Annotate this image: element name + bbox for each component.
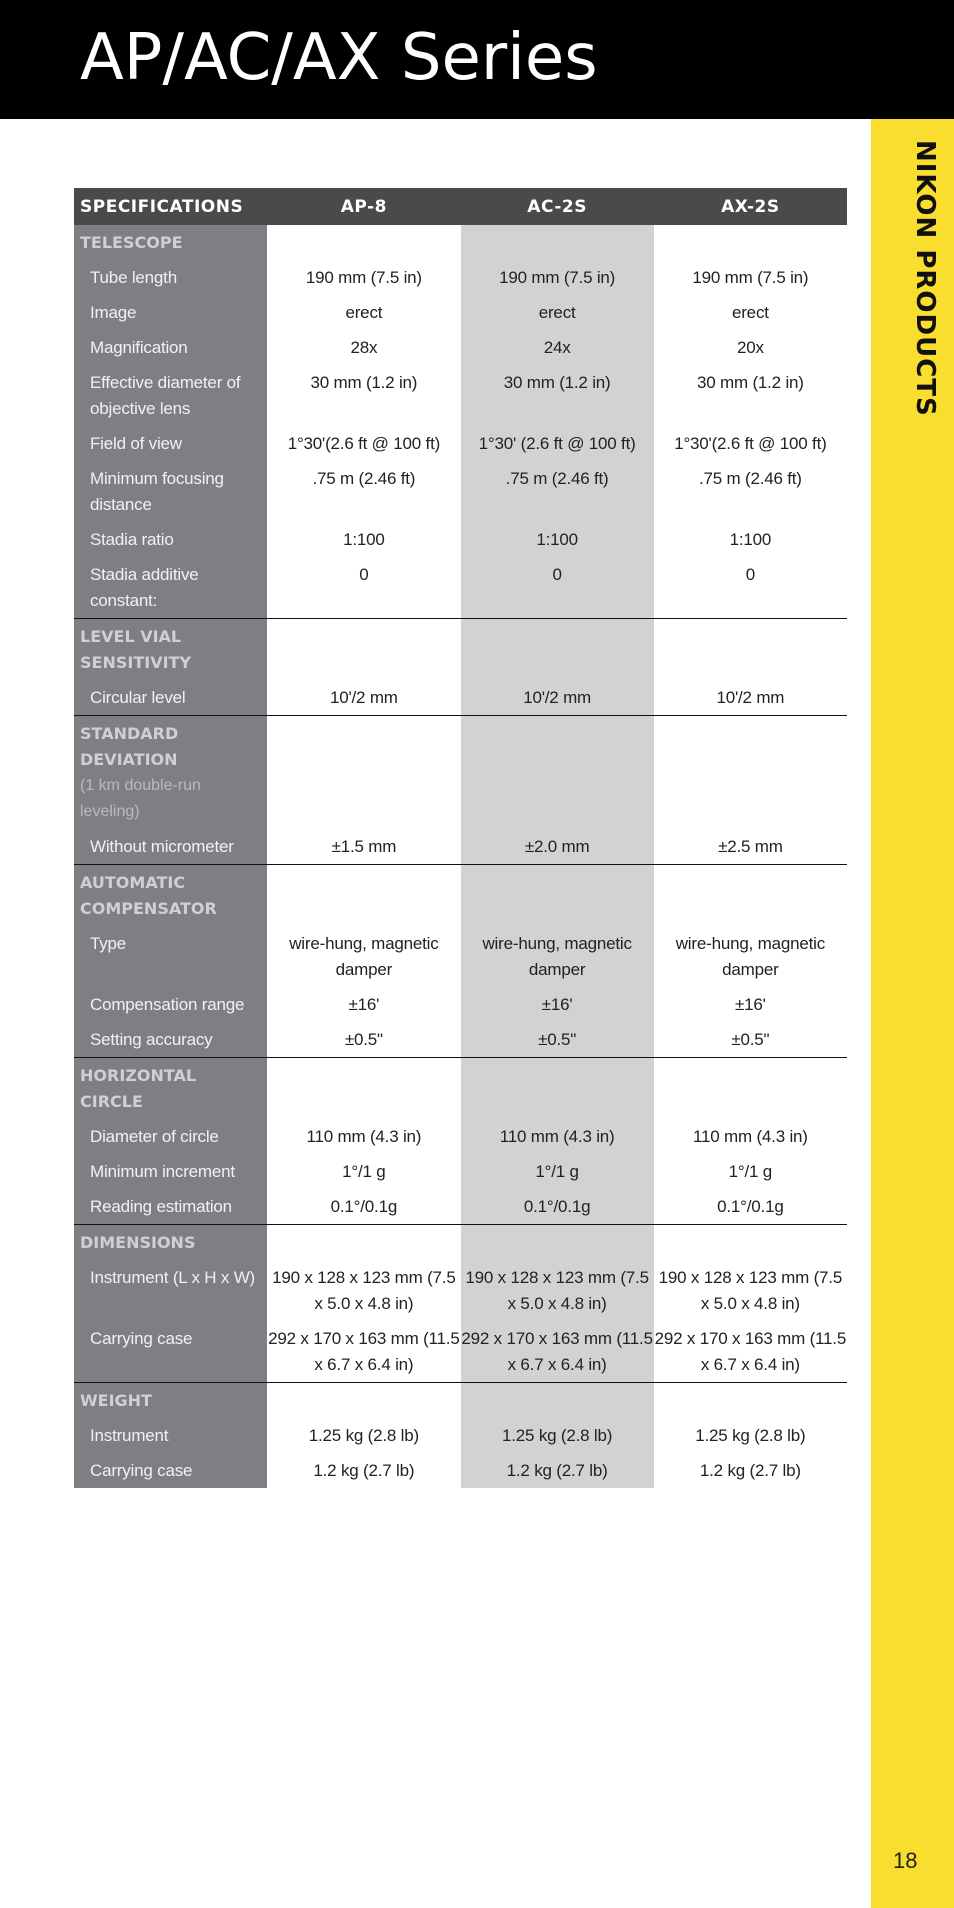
spec-value: 1°/1 g <box>342 1162 386 1181</box>
spec-value: 1:100 <box>461 522 654 557</box>
spec-value: 1°30'(2.6 ft @ 100 ft) <box>674 434 827 453</box>
section-spacer-cell <box>461 225 654 260</box>
spec-label: Minimum increment <box>74 1154 267 1189</box>
spec-value: 10'/2 mm <box>329 688 398 707</box>
spec-row <box>74 680 847 716</box>
spec-value: 190 mm (7.5 in) <box>692 268 809 287</box>
spec-label: Circular level <box>74 680 267 716</box>
spec-value: 1.25 kg (2.8 lb) <box>461 1418 654 1453</box>
spec-value: ±16' <box>735 995 766 1014</box>
section-title <box>74 619 267 681</box>
section-spacer-cell <box>461 716 654 830</box>
spec-value: ±0.5" <box>731 1030 770 1049</box>
spec-label: Stadia additive constant: <box>74 557 267 619</box>
spec-value: 1°30'(2.6 ft @ 100 ft) <box>287 434 441 453</box>
spec-label: Type <box>74 926 267 987</box>
spec-label: Setting accuracy <box>74 1022 267 1058</box>
section-title-text: WEIGHT <box>80 1391 152 1410</box>
section-spacer-cell <box>267 716 460 830</box>
section-spacer-cell <box>654 1225 847 1261</box>
spec-row <box>74 330 847 365</box>
section-spacer-cell <box>654 865 847 927</box>
spec-value: erect <box>345 303 383 322</box>
section-title <box>74 1225 267 1261</box>
spec-value: 1°/1 g <box>728 1162 773 1181</box>
spec-value: 110 mm (4.3 in) <box>692 1127 808 1146</box>
spec-row <box>74 461 847 522</box>
spec-value: ±0.5" <box>344 1030 383 1049</box>
section-title <box>74 1058 267 1120</box>
spec-value: 0.1°/0.1g <box>461 1189 654 1225</box>
spec-label: Diameter of circle <box>74 1119 267 1154</box>
spec-row <box>74 1189 847 1225</box>
spec-value: .75 m (2.46 ft) <box>698 469 802 488</box>
spec-value: .75 m (2.46 ft) <box>461 461 654 522</box>
section-title-text: STANDARD DEVIATION <box>80 724 179 769</box>
side-tab-label: NIKON PRODUCTS <box>910 140 940 417</box>
spec-row <box>74 295 847 330</box>
spec-value: 190 x 128 x 123 mm (7.5 x 5.0 x 4.8 in) <box>658 1268 843 1313</box>
spec-row <box>74 1119 847 1154</box>
header-model-ac2s: AC-2S <box>461 188 654 225</box>
spec-value: 1.2 kg (2.7 lb) <box>313 1461 415 1480</box>
section-title-text: LEVEL VIAL SENSITIVITY <box>80 627 192 672</box>
spec-value: 292 x 170 x 163 mm (11.5 x 6.7 x 6.4 in) <box>268 1329 460 1374</box>
spec-value: ±1.5 mm <box>331 837 397 856</box>
page-title: AP/AC/AX Series <box>80 21 598 95</box>
spec-label: Stadia ratio <box>74 522 267 557</box>
section-spacer-cell <box>267 865 460 927</box>
spec-value: 190 x 128 x 123 mm (7.5 x 5.0 x 4.8 in) <box>461 1260 654 1321</box>
spec-label: Field of view <box>74 426 267 461</box>
spec-value: 1°/1 g <box>461 1154 654 1189</box>
spec-value: 1.2 kg (2.7 lb) <box>461 1453 654 1488</box>
section-spacer-cell <box>461 865 654 927</box>
spec-value: erect <box>731 303 769 322</box>
spec-label: Compensation range <box>74 987 267 1022</box>
spec-value: 0 <box>745 565 755 584</box>
spec-row <box>74 522 847 557</box>
spec-value: erect <box>461 295 654 330</box>
section-spacer-cell <box>267 225 460 260</box>
section-title <box>74 865 267 927</box>
spec-value: ±2.0 mm <box>461 829 654 865</box>
spec-row <box>74 365 847 426</box>
spec-value: wire-hung, magnetic damper <box>461 926 654 987</box>
spec-value: 1.25 kg (2.8 lb) <box>695 1426 806 1445</box>
spec-label: Image <box>74 295 267 330</box>
section-row <box>74 1058 847 1120</box>
header-model-ap8: AP-8 <box>267 188 460 225</box>
spec-value: 10'/2 mm <box>461 680 654 716</box>
spec-row <box>74 1418 847 1453</box>
spec-value: 190 mm (7.5 in) <box>305 268 422 287</box>
spec-table-body <box>74 225 847 1488</box>
spec-value: ±2.5 mm <box>718 837 783 856</box>
spec-value: 0 <box>359 565 369 584</box>
spec-value: .75 m (2.46 ft) <box>312 469 416 488</box>
spec-row <box>74 260 847 295</box>
section-spacer-cell <box>654 225 847 260</box>
header-model-ax2s: AX-2S <box>654 188 847 225</box>
section-title-text: TELESCOPE <box>80 233 183 252</box>
spec-label: Effective diameter of objective lens <box>74 365 267 426</box>
spec-value: 1:100 <box>729 530 772 549</box>
spec-row <box>74 1453 847 1488</box>
section-title <box>74 716 267 830</box>
spec-row <box>74 1154 847 1189</box>
section-row <box>74 619 847 681</box>
spec-value: 1.2 kg (2.7 lb) <box>699 1461 801 1480</box>
section-subtitle: (1 km double-run leveling) <box>80 777 201 820</box>
spec-value: 1:100 <box>343 530 385 549</box>
spec-value: 28x <box>350 338 378 357</box>
section-spacer-cell <box>267 1383 460 1419</box>
section-row <box>74 865 847 927</box>
spec-label: Reading estimation <box>74 1189 267 1225</box>
spec-value: 30 mm (1.2 in) <box>461 365 654 426</box>
section-spacer-cell <box>461 619 654 681</box>
spec-label: Instrument <box>74 1418 267 1453</box>
spec-value: 0 <box>461 557 654 619</box>
section-title-text: HORIZONTAL CIRCLE <box>80 1066 197 1111</box>
section-spacer-cell <box>267 1058 460 1120</box>
spec-label: Magnification <box>74 330 267 365</box>
spec-value: wire-hung, magnetic damper <box>675 934 826 979</box>
section-spacer-cell <box>461 1058 654 1120</box>
section-title <box>74 1383 267 1419</box>
spec-label: Without micrometer <box>74 829 267 865</box>
spec-value: ±0.5" <box>461 1022 654 1058</box>
section-title-text: AUTOMATIC COMPENSATOR <box>80 873 217 918</box>
spec-value: 292 x 170 x 163 mm (11.5 x 6.7 x 6.4 in) <box>461 1321 654 1383</box>
section-row <box>74 225 847 260</box>
spec-row <box>74 829 847 865</box>
section-spacer-cell <box>461 1383 654 1419</box>
spec-value: 20x <box>736 338 764 357</box>
spec-value: 0.1°/0.1g <box>717 1197 784 1216</box>
section-title <box>74 225 267 260</box>
page-number: 18 <box>893 1848 918 1873</box>
section-spacer-cell <box>267 1225 460 1261</box>
spec-value: 1°30' (2.6 ft @ 100 ft) <box>461 426 654 461</box>
spec-value: 30 mm (1.2 in) <box>696 373 804 392</box>
section-spacer-cell <box>654 716 847 830</box>
spec-row <box>74 1022 847 1058</box>
spec-value: wire-hung, magnetic damper <box>289 934 439 979</box>
spec-label: Carrying case <box>74 1321 267 1383</box>
section-row <box>74 1383 847 1419</box>
section-spacer-cell <box>267 619 460 681</box>
spec-label: Minimum focusing distance <box>74 461 267 522</box>
spec-row <box>74 426 847 461</box>
section-title-text: DIMENSIONS <box>80 1233 196 1252</box>
section-row <box>74 1225 847 1261</box>
spec-table-header-row <box>74 188 847 225</box>
spec-table <box>74 188 847 1488</box>
section-row <box>74 716 847 830</box>
spec-value: ±16' <box>461 987 654 1022</box>
section-spacer-cell <box>654 1058 847 1120</box>
spec-label: Instrument (L x H x W) <box>74 1260 267 1321</box>
spec-value: 190 mm (7.5 in) <box>461 260 654 295</box>
spec-value: 10'/2 mm <box>716 688 785 707</box>
spec-label: Tube length <box>74 260 267 295</box>
spec-row <box>74 557 847 619</box>
spec-value: 30 mm (1.2 in) <box>310 373 418 392</box>
spec-value: 110 mm (4.3 in) <box>306 1127 422 1146</box>
section-spacer-cell <box>461 1225 654 1261</box>
spec-value: ±16' <box>348 995 380 1014</box>
spec-value: 0.1°/0.1g <box>330 1197 398 1216</box>
section-spacer-cell <box>654 1383 847 1419</box>
spec-value: 1.25 kg (2.8 lb) <box>308 1426 419 1445</box>
spec-row <box>74 1321 847 1383</box>
spec-value: 24x <box>461 330 654 365</box>
spec-value: 190 x 128 x 123 mm (7.5 x 5.0 x 4.8 in) <box>272 1268 456 1313</box>
spec-value: 110 mm (4.3 in) <box>461 1119 654 1154</box>
spec-row <box>74 1260 847 1321</box>
spec-row <box>74 987 847 1022</box>
spec-value: 292 x 170 x 163 mm (11.5 x 6.7 x 6.4 in) <box>654 1329 847 1374</box>
header-specifications: SPECIFICATIONS <box>74 188 267 225</box>
spec-row <box>74 926 847 987</box>
spec-label: Carrying case <box>74 1453 267 1488</box>
section-spacer-cell <box>654 619 847 681</box>
